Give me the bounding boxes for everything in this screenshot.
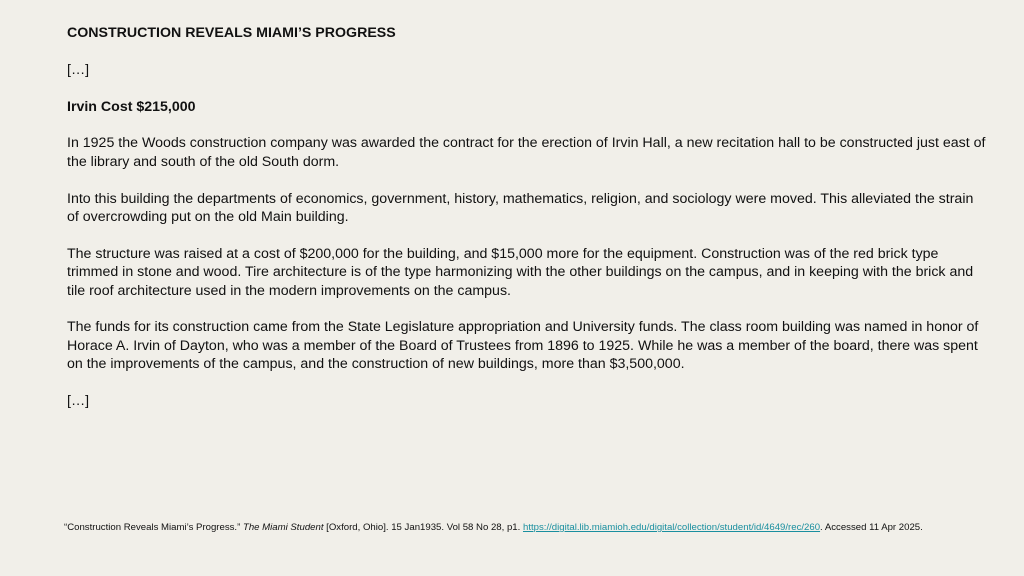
citation-link[interactable]: https://digital.lib.miamioh.edu/digital/collection/student/id/4649/rec/260 bbox=[522, 522, 821, 533]
article-title: CONSTRUCTION REVEALS MIAMI’S PROGRESS bbox=[67, 25, 396, 41]
article-body bbox=[67, 24, 987, 410]
article-subheading: Irvin Cost $215,000 bbox=[67, 98, 196, 115]
ellipsis-bottom: […] bbox=[67, 393, 90, 410]
paragraph-3: The structure was raised at a cost of $200,000 for the building, and $15,000 more for the equipment. Construction was of the red brick type trimmed in stone and wood. Tire architecture is of the type harmonizing with the other buildings on the campus, and in keeping with the brick and tile roof architecture used in the modern improvements on the campus. bbox=[67, 245, 974, 299]
paragraph-1: In 1925 the Woods construction company was awarded the contract for the erection of Irvin Hall, a new recitation hall to be constructed just east of the library and south of the old South dorm. bbox=[67, 135, 986, 170]
citation-details: [Oxford, Ohio]. 15 Jan1935. Vol 58 No 28, p1. bbox=[326, 522, 521, 533]
paragraph-2: Into this building the departments of economics, government, history, mathematics, religion, and sociology were moved. This alleviated the strain of overcrowding put on the old Main building. bbox=[67, 190, 974, 225]
citation-publication: The Miami Student bbox=[242, 522, 324, 533]
citation-title: “Construction Reveals Miami’s Progress.” bbox=[64, 522, 241, 533]
paragraph-4: The funds for its construction came from the State Legislature appropriation and University funds. The class room building was named in honor of Horace A. Irvin of Dayton, who was a member of the Board of Trustees from 1896 to 1925. While he was a member of the board, there was spent on the improvements of the campus, and the construction of new buildings, more than $3,500,000. bbox=[67, 319, 979, 373]
ellipsis-top: […] bbox=[67, 61, 90, 78]
citation bbox=[64, 521, 964, 535]
citation-accessed: . Accessed 11 Apr 2025. bbox=[820, 522, 923, 533]
